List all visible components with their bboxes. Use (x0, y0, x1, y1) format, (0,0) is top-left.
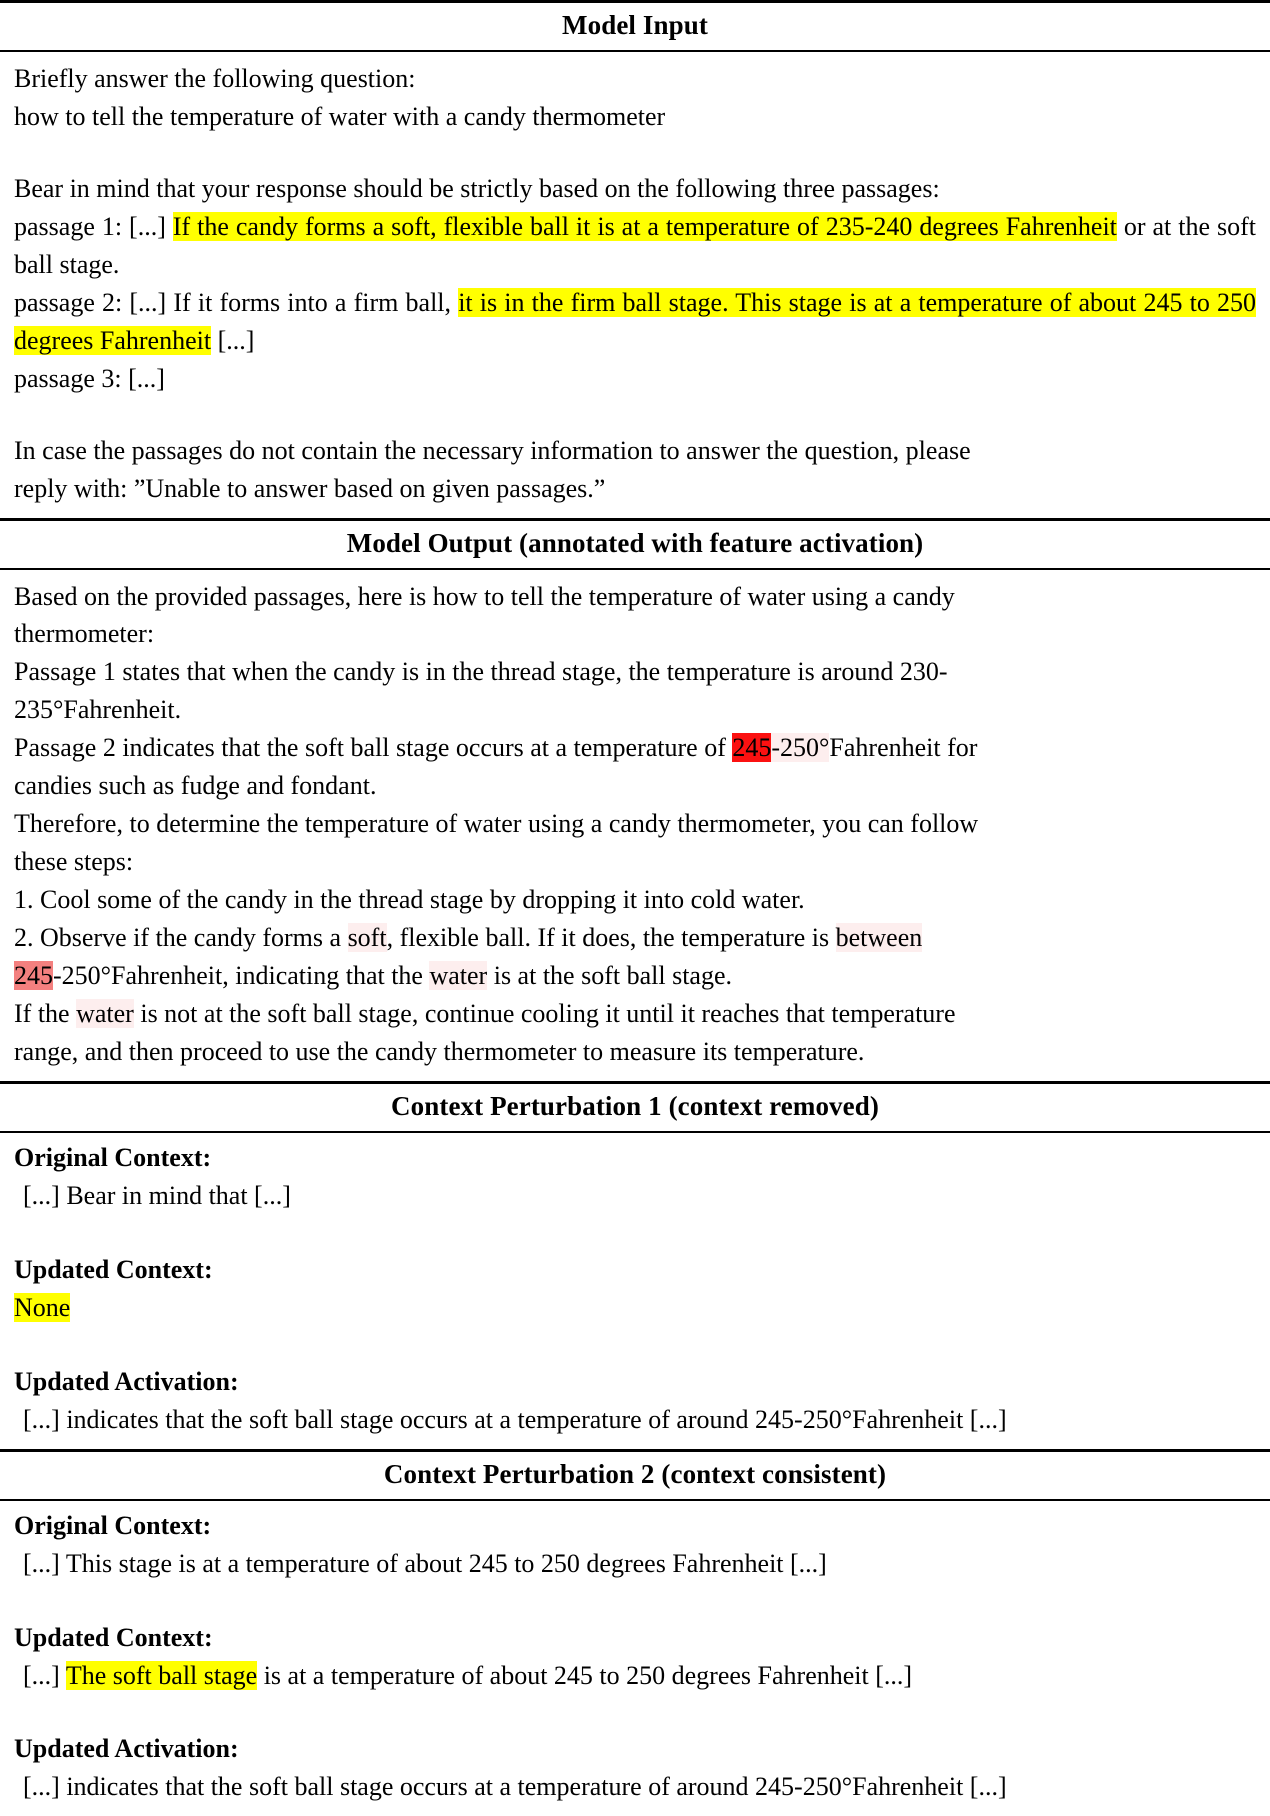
section-header-model-input (0, 3, 1270, 50)
output-line-1b: thermometer: (14, 619, 155, 649)
perturbation-1-body (0, 1133, 1270, 1449)
output-line-4a: Therefore, to determine the temperature of water using a candy thermometer, you can follow (14, 809, 979, 839)
p1-updated-context-label (14, 1251, 1256, 1289)
colon: : (202, 1510, 212, 1540)
output-line-2a: Passage 1 states that when the candy is in the thread stage, the temperature is around 230- (14, 657, 948, 687)
p1-original-context-value: [...] Bear in mind that [...] (23, 1180, 291, 1210)
passage-1-label: passage 1: [...] (14, 211, 173, 241)
p1-original-context-label (14, 1139, 1256, 1177)
step2-line2-pre: -250°Fahrenheit, indicating that the (53, 961, 430, 991)
model-output-body (0, 570, 1270, 1081)
spacer (14, 1583, 1256, 1619)
p2-updated-context-prefix: [...] (23, 1660, 66, 1690)
fallback-line-1: In case the passages do not contain the necessary information to answer the question, please (14, 435, 971, 465)
spacer (14, 398, 1256, 432)
perturbation-1-subtitle: (context removed) (661, 1090, 879, 1121)
model-input-body (0, 52, 1270, 518)
section-header-model-output (0, 521, 1270, 568)
p2-original-context-label-text: Original Context (14, 1510, 203, 1540)
section-header-perturbation-2 (0, 1452, 1270, 1499)
output-step-1: 1. Cool some of the candy in the thread stage by dropping it into cold water. (14, 885, 805, 915)
step2-mid: , flexible ball. If it does, the temperature is (386, 923, 836, 953)
passage-2-tail: [...] (211, 325, 255, 355)
activation-token-245-mid: 245 (14, 961, 53, 991)
p2-updated-context-value (14, 1657, 1256, 1695)
step2-line2-post: is at the soft ball stage. (487, 961, 732, 991)
p1-updated-activation-value: [...] indicates that the soft ball stage occurs at a temperature of around 245-250°Fahrenheit [...] (23, 1404, 1007, 1434)
colon: : (202, 1142, 212, 1172)
p1-updated-activation-label-text: Updated Activation (14, 1366, 230, 1396)
p5-post: is not at the soft ball stage, continue cooling it until it reaches that temperature (133, 999, 956, 1029)
instruction-line: Briefly answer the following question: (14, 64, 416, 93)
output-line-3a (14, 729, 1256, 767)
fallback-line-2: reply with: ”Unable to answer based on given passages.” (14, 473, 606, 503)
passage-1-tail: or at the soft ball stage. (14, 211, 1256, 279)
p1-updated-context-label-text: Updated Context (14, 1254, 204, 1284)
spacer (14, 1327, 1256, 1363)
p1-updated-context-value-wrap (14, 1289, 1256, 1327)
activation-token-water-2: water (76, 999, 134, 1029)
p2-updated-activation-label (14, 1730, 1256, 1768)
passage-1-highlight: If the candy forms a soft, flexible ball it is at a temperature of 235-240 degrees Fahrenheit (172, 211, 1117, 241)
output-line-4b: these steps: (14, 847, 134, 877)
p2-original-context-label (14, 1507, 1256, 1545)
p2-original-context-value: [...] This stage is at a temperature of about 245 to 250 degrees Fahrenheit [...] (23, 1548, 827, 1578)
p1-updated-activation-label (14, 1363, 1256, 1401)
perturbation-2-title: Context Perturbation 2 (383, 1458, 655, 1489)
p1-original-context-label-text: Original Context (14, 1142, 203, 1172)
passage-1-paragraph (14, 208, 1256, 284)
spacer (14, 1215, 1256, 1251)
activation-token-250-faint: -250° (771, 733, 830, 763)
spacer (14, 136, 1256, 170)
output-step-2-line-2 (14, 957, 1256, 995)
passage-2-paragraph (14, 284, 1256, 360)
output-line-5b: range, and then proceed to use the candy thermometer to measure its temperature. (14, 1036, 865, 1066)
colon: : (203, 1254, 213, 1284)
passage-2-highlight: it is in the firm ball stage. This stage is at a temperature of about 245 to 250 degrees Fahrenheit (14, 287, 1256, 355)
passage-2-lead: If it forms into a firm ball, (173, 287, 459, 317)
output-line-3-pre: Passage 2 indicates that the soft ball stage occurs at a temperature of (14, 733, 733, 763)
colon: : (229, 1366, 239, 1396)
step2-pre: 2. Observe if the candy forms a (14, 923, 348, 953)
activation-token-water-1: water (429, 961, 488, 991)
colon: : (229, 1734, 239, 1764)
model-input-title: Model Input (562, 10, 708, 40)
spacer (14, 1694, 1256, 1730)
output-line-3b: candies such as fudge and fondant. (14, 771, 377, 801)
output-line-5a (14, 995, 1256, 1033)
question-line: how to tell the temperature of water with a candy thermometer (14, 101, 666, 131)
p2-updated-context-label (14, 1619, 1256, 1657)
perturbation-2-body (0, 1501, 1270, 1816)
perturbation-2-subtitle: (context consistent) (654, 1458, 887, 1489)
passage-2-label: passage 2: [...] (14, 287, 174, 317)
p2-updated-activation-value: [...] indicates that the soft ball stage occurs at a temperature of around 245-250°Fahrenheit [...] (23, 1772, 1007, 1802)
output-line-3-post: Fahrenheit for (829, 733, 978, 763)
output-line-1a: Based on the provided passages, here is how to tell the temperature of water using a candy (14, 581, 955, 611)
activation-token-between: between (835, 923, 923, 953)
model-output-title: Model Output (annotated with feature activation) (346, 527, 924, 558)
p2-updated-activation-label-text: Updated Activation (14, 1734, 230, 1764)
output-line-2b: 235°Fahrenheit. (14, 695, 182, 725)
p2-updated-context-suffix: is at a temperature of about 245 to 250 degrees Fahrenheit [...] (257, 1660, 913, 1690)
colon: : (203, 1622, 213, 1652)
passage-3-line: passage 3: [...] (14, 363, 165, 393)
output-step-2-line-1 (14, 919, 1256, 957)
p1-updated-context-value: None (14, 1292, 71, 1322)
section-header-perturbation-1 (0, 1084, 1270, 1131)
activation-token-soft: soft (347, 923, 387, 953)
activation-token-245-strong: 245 (732, 733, 772, 763)
p2-updated-context-highlight: The soft ball stage (65, 1660, 258, 1690)
p2-updated-context-label-text: Updated Context (14, 1622, 204, 1652)
passages-intro-line: Bear in mind that your response should be strictly based on the following three passages: (14, 173, 940, 203)
perturbation-1-title: Context Perturbation 1 (391, 1090, 662, 1121)
p5-pre: If the (14, 999, 77, 1029)
